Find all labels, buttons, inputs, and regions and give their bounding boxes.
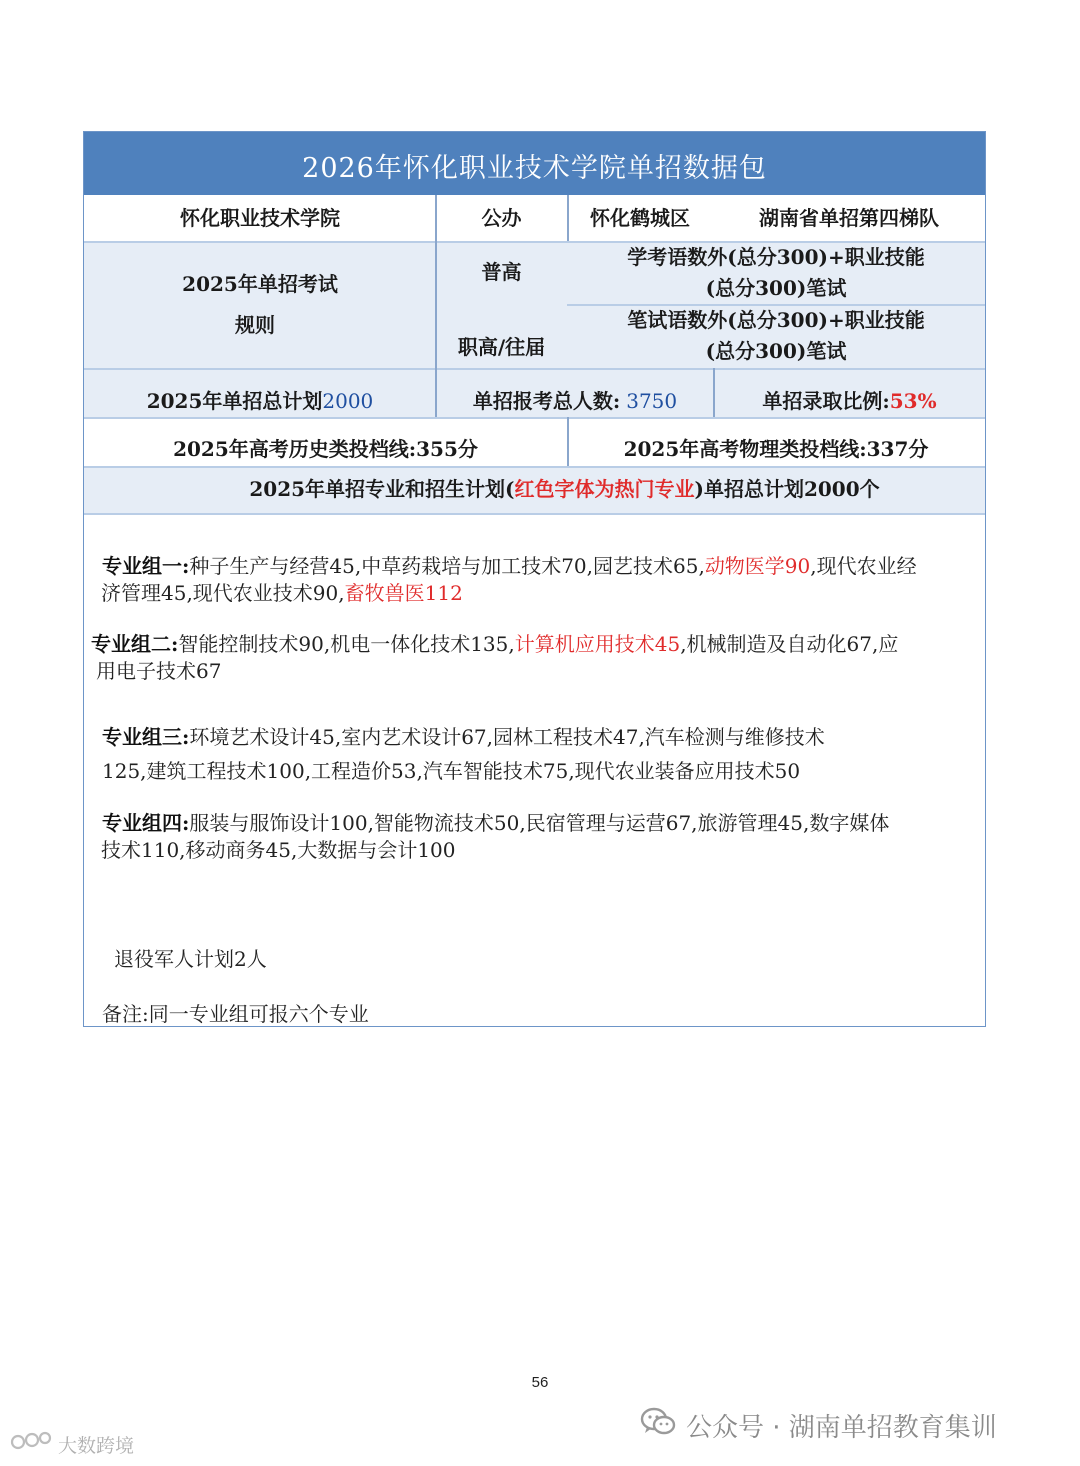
group-text: ,机械制造及自动化67,应 (680, 632, 899, 656)
group-text: 125,建筑工程技术100,工程造价53,汽车智能技术75,现代农业装备应用技术50 (102, 759, 801, 783)
major-group-3 (84, 720, 825, 788)
logo-icon (10, 1430, 54, 1459)
sheet-title: 2026年怀化职业技术学院单招数据包 (84, 132, 985, 195)
watermark-left (10, 1430, 134, 1458)
group-text: 服装与服饰设计100,智能物流技术50,民宿管理与运营67,旅游管理45,数字媒体 (189, 811, 890, 835)
group-label: 专业组一: (102, 554, 190, 578)
group-label: 专业组三: (102, 725, 190, 749)
school-type: 公办 (481, 205, 522, 230)
major-group-2 (84, 631, 898, 685)
plan-header-hot: 红色字体为热门专业 (514, 477, 695, 501)
general-rule-line1: 学考语数外(总分300)+职业技能 (627, 244, 925, 269)
ratio-value: 53% (889, 389, 937, 413)
rules-label (84, 241, 436, 368)
physics-cutoff: 2025年高考物理类投档线:337分 (623, 437, 929, 461)
grid-line (84, 241, 985, 243)
page-number: 56 (531, 1374, 549, 1391)
grid-line (84, 368, 985, 370)
grid-line (567, 417, 569, 466)
applicants-total (436, 368, 714, 417)
general-rule (567, 241, 985, 304)
remark: 备注:同一专业组可报六个专业 (102, 1002, 369, 1026)
group-text: 智能控制技术90,机电一体化技术135, (178, 632, 515, 656)
school-name: 怀化职业技术学院 (180, 205, 340, 230)
grid-line (84, 513, 985, 515)
rules-label-line2: 规则 (235, 312, 275, 337)
history-cutoff: 2025年高考历史类投档线:355分 (173, 437, 478, 461)
group-text: 用电子技术67 (96, 659, 222, 683)
applicants-value: 3750 (626, 389, 678, 413)
general-label: 普高 (436, 241, 567, 304)
plan-header-post: )单招总计划2000个 (694, 477, 880, 501)
plan-header (84, 466, 985, 513)
major-group-4 (84, 810, 889, 864)
wechat-icon (640, 1407, 676, 1444)
hot-major: 畜牧兽医112 (344, 581, 463, 605)
grid-line (84, 417, 985, 419)
admission-ratio (714, 368, 985, 417)
vocational-rule-line2: (总分300)笔试 (705, 339, 847, 363)
school-city: 怀化鹤城区 (590, 205, 690, 230)
plan-total-label: 2025年单招总计划 (146, 389, 323, 413)
general-rule-line2: (总分300)笔试 (705, 275, 847, 300)
group-text: ,现代农业经 (810, 554, 917, 578)
vocational-rule-line1: 笔试语数外(总分300)+职业技能 (627, 308, 925, 332)
rules-label-line1: 2025年单招考试 (182, 271, 338, 296)
grid-line (713, 368, 715, 417)
grid-line (567, 304, 985, 306)
veterans-plan: 退役军人计划2人 (114, 947, 267, 971)
grid-line (567, 195, 569, 241)
group-label: 专业组二: (91, 632, 179, 656)
group-text: 技术110,移动商务45,大数据与会计100 (101, 838, 456, 862)
hot-major: 计算机应用技术45 (514, 632, 681, 656)
watermark-right (640, 1405, 997, 1445)
group-label: 专业组四: (102, 811, 190, 835)
plan-total (84, 368, 436, 417)
group-text: 环境艺术设计45,室内艺术设计67,园林工程技术47,汽车检测与维修技术 (189, 725, 825, 749)
vocational-rule (567, 304, 985, 368)
watermark-left-text: 大数跨境 (58, 1434, 135, 1457)
group-text: 种子生产与经营45,中草药栽培与加工技术70,园艺技术65, (189, 554, 705, 578)
group-text: 济管理45,现代农业技术90, (101, 581, 345, 605)
grid-line (435, 195, 437, 417)
ratio-label: 单招录取比例: (762, 389, 890, 413)
plan-header-pre: 2025年单招专业和招生计划( (249, 477, 515, 501)
grid-line (84, 466, 985, 468)
watermark-right-text: 公众号 · 湖南单招教育集训 (686, 1412, 997, 1443)
plan-total-value: 2000 (322, 389, 374, 413)
data-sheet (83, 131, 986, 1027)
hot-major: 动物医学90 (704, 554, 811, 578)
major-group-1 (84, 553, 917, 607)
vocational-label: 职高/往届 (436, 304, 567, 368)
applicants-label: 单招报考总人数: (472, 389, 621, 413)
school-tier: 湖南省单招第四梯队 (759, 205, 939, 230)
